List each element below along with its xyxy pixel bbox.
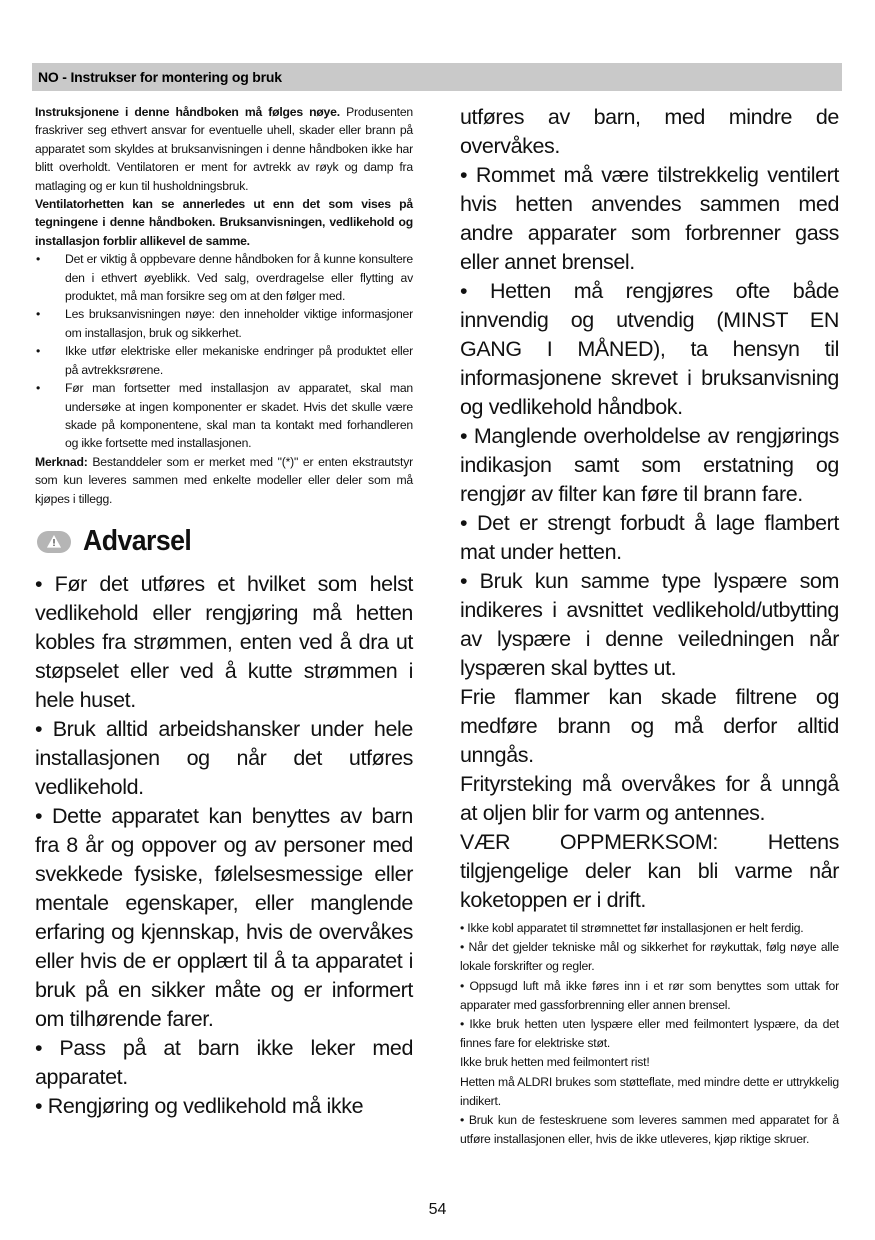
warning-paragraph: • Hetten må rengjøres ofte både innvendig og utvendig (MINST EN GANG I MÅNED), ta hensyn til informasjonene skrevet i bruksanvisning og vedlikehold håndbok. [460,279,839,419]
warning-paragraph: • Før det utføres et hvilket som helst vedlikehold eller rengjøring må hetten kobles fra strømmen, enten ved å dra ut støpselet eller ved å kutte strømmen i hele huset. [35,571,413,712]
design-notice: Ventilatorhetten kan se annerledes ut enn det som vises på tegningene i denne håndboken. Bruksanvisningen, vedlikehold og installasjon forblir allikevel de samme. [35,197,413,248]
bullet-dot: • [36,344,41,359]
intro-lead: Instruksjonene i denne håndboken må følges nøye. [35,105,340,119]
fine-print-paragraph: • Oppsugd luft må ikke føres inn i et rør som benyttes som uttak for apparater med gassforbrenning eller annen brensel. [460,978,839,1012]
fine-print-paragraph: Ikke bruk hetten med feilmontert rist! [460,1055,650,1070]
fine-print-block [460,919,839,1149]
warning-paragraph: • Bruk kun samme type lyspære som indikeres i avsnittet vedlikehold/utbytting av lyspære i denne veiledningen når lyspæren skal byttes ut. [460,569,839,680]
warning-paragraph: • Rengjøring og vedlikehold må ikke [35,1093,364,1118]
page-number: 54 [428,1201,447,1218]
bullet-dot: • [36,381,41,396]
warning-paragraph: • Rommet må være tilstrekkelig ventilert hvis hetten anvendes sammen med andre apparater som forbrenner gass eller annet brensel. [460,163,839,274]
bullet-dot: • [36,252,41,267]
list-item: • Før man fortsetter med installasjon av apparatet, skal man undersøke at ingen komponenter er skadet. Hvis det skulle være skade på komponentene, skal man ta kontakt med forhandleren og ikke fortsette med installasjonen. [36,381,413,451]
warning-paragraph: • Dette apparatet kan benyttes av barn fra 8 år og oppover og av personer med svekkede fysiske, følelsesmessige eller mentale egenskaper, eller manglende erfaring og kjennskap, hvis de overvåkes eller hvis de er opplært til å ta apparatet i bruk på en sikker måte og er informert om tilhørende farer. [35,803,413,1031]
warning-paragraph: VÆR OPPMERKSOM: Hettens tilgjengelige deler kan bli varme når koketoppen er i drift. [460,830,839,912]
section-header [32,63,842,91]
fine-print-paragraph: • Når det gjelder tekniske mål og sikkerhet for røykuttak, følg nøye alle lokale forskrifter og regler. [460,940,839,974]
note-text: Bestanddeler som er merket med "(*)" er enten ekstrautstyr som kun leveres sammen med enkelte modeller eller deler som må kjøpes i tillegg. [35,454,413,506]
intro-paragraph [35,103,413,195]
warning-text-left [35,570,413,1121]
warning-paragraph: utføres av barn, med mindre de overvåkes. [460,105,839,158]
warning-heading [35,522,413,562]
fine-print-paragraph: • Ikke kobl apparatet til strømnettet før installasjonen er helt ferdig. [460,921,804,935]
warning-text-right [460,103,839,915]
list-item: • Det er viktig å oppbevare denne håndboken for å kunne konsultere den i ethvert øyeblikk. Ved salg, overdragelse eller flytting av produktet, må man forsikre seg om at den følger med. [36,252,413,304]
warning-paragraph: • Pass på at barn ikke leker med apparatet. [35,1035,413,1089]
list-item: • Ikke utfør elektriske eller mekaniske endringer på produktet eller på avtrekksrørene. [36,344,413,377]
bullet-dot: • [36,307,41,322]
safety-bullet-list [35,250,413,452]
warning-title: Advarsel [83,525,192,558]
fine-print-paragraph: • Ikke bruk hetten uten lyspære eller med feilmontert lyspære, da det finnes fare for elektriske støt. [460,1017,839,1051]
list-item: • Les bruksanvisningen nøye: den inneholder viktige informasjoner om installasjon, bruk og sikkerhet. [36,307,413,340]
intro-text: Produsenten fraskriver seg ethvert ansvar for eventuelle uhell, skader eller brann på apparatet som skyldes at bruksanvisningen i denne håndboken ikke har blitt overholdt. Ventilatoren er ment for avtrekk av røyk og damp fra matlaging og er kun til husholdningsbruk. [35,105,413,193]
right-column [460,103,839,1149]
fine-print-paragraph: Hetten må ALDRI brukes som støtteflate, med mindre dette er uttrykkelig indikert. [460,1074,839,1108]
fine-print-paragraph: • Bruk kun de festeskruene som leveres sammen med apparatet for å utføre installasjonen eller, hvis de ikke utleveres, kjøp riktige skruer. [460,1113,839,1147]
warning-paragraph: • Bruk alltid arbeidshansker under hele installasjonen og når det utføres vedlikehold. [35,716,413,799]
note-paragraph [35,453,413,508]
warning-paragraph: • Manglende overholdelse av rengjørings indikasjon samt som erstatning og rengjør av filter kan føre til brann fare. [460,424,839,506]
note-label: Merknad: [35,454,88,469]
warning-paragraph: Frie flammer kan skade filtrene og medføre brann og må derfor alltid unngås. [460,685,839,767]
left-column [35,103,413,1121]
intro-block [35,103,413,508]
warning-paragraph: Frityrsteking må overvåkes for å unngå at oljen blir for varm og antennes. [460,772,839,825]
section-title: NO - Instrukser for montering og bruk [38,69,282,85]
warning-paragraph: • Det er strengt forbudt å lage flambert mat under hetten. [460,511,839,564]
warning-triangle-icon [37,531,71,553]
